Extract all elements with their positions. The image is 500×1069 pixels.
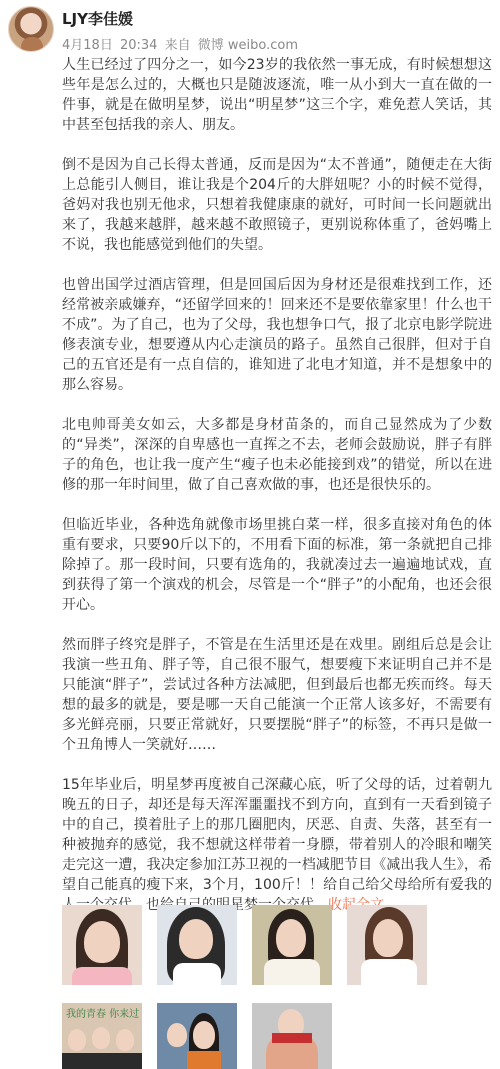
photo-thumb-1[interactable] — [62, 905, 142, 985]
photo-shirt — [72, 967, 132, 985]
post-body — [62, 55, 492, 935]
photo-shirt — [361, 959, 417, 985]
photo-face — [179, 919, 213, 959]
source-prefix: 来自 — [164, 38, 191, 53]
photo-clothes — [272, 1033, 312, 1043]
photo-face — [167, 1023, 187, 1047]
photo-face — [116, 1029, 134, 1051]
post-time: 20:34 — [119, 38, 158, 53]
photo-face — [92, 1027, 110, 1049]
photo-face — [276, 919, 306, 957]
photo-thumb-3[interactable] — [252, 905, 332, 985]
paragraph: 北电帅哥美女如云，大多都是身材苗条的，而自己显然成为了少数的“异类”，深深的自卑感也一直挥之不去，老师会鼓励说，胖子有胖子的角色，也让我一度产生“瘦子也未必能接到戏”的错觉，所以在进修的那一年时间里，做了自己喜欢做的事，也还是很快乐的。 — [62, 417, 492, 493]
photo-thumb-2[interactable] — [157, 905, 237, 985]
photo-face — [193, 1021, 215, 1049]
paragraph-text: 15年毕业后，明星梦再度被自己深藏心底，听了父母的话，过着朝九晚五的日子，却还是每天浑浑噩噩找不到方向，直到有一天看到镜子中的自己，摸着肚子上的那几圈肥肉，厌恶、自责、失落，甚至有一种被抛弃的感觉，我不想就这样带着一身膘，带着别人的冷眼和嘲笑走完这一遭，我决定参加江苏卫视的一档减肥节目《减出我人生》，希望自己能真的瘦下来，3个月，100斤！！给自己给父母给所有爱我的 也 星梦一 — [62, 777, 492, 913]
photo-face — [373, 919, 403, 957]
photo-caption: 我的青春 你来过 — [66, 1009, 140, 1020]
paragraph: 也曾出国学过酒店管理，但是回国后因为身材还是很难找到工作，还经常被亲戚嫌弃，“还留学回来的！回来还不是要依靠家里！什么也干不成”。为了自己，也为了父母，我也想争口气，报了北京电影学院进修表演专业，想要遵从内心走演员的路子。虽然自己很胖，但对于自己的五官还是有一点自信的，谁知进了北电才知道，并不是想象中的那么容易。 — [62, 277, 492, 393]
photo-face — [68, 1029, 86, 1051]
username[interactable]: LJY李佳媛 — [62, 10, 134, 28]
photo-shirt — [173, 963, 221, 985]
photo-thumb-6[interactable] — [62, 1003, 142, 1069]
paragraph: 然而胖子终究是胖子，不管是在生活里还是在戏里。剧组后总是会让我演一些丑角、胖子等，自己很不服气，想要瘦下来证明自己并不是只能演“胖子”，尝试过各种方法减肥，但到最后也都无疾而终。每天想的最多的就是，要是哪一天自己能演一个正常人该多好，不需要有多光鲜亮丽，只要正常就好，只要摆脱“胖子”的标签，不再只是做一个丑角博人一笑就好…… — [62, 637, 492, 753]
post-meta — [62, 34, 301, 53]
avatar[interactable] — [8, 6, 54, 52]
photo-shirt — [264, 959, 320, 985]
post-date: 4月18日 — [62, 38, 113, 53]
post-header — [0, 0, 500, 60]
post-source[interactable]: 微博 weibo.com — [197, 38, 298, 53]
paragraph: 倒不是因为自己长得太普通，反而是因为“太不普通”，随便走在大街上总能引人侧目，谁让我是个204斤的大胖妞呢？小的时候不觉得，爸妈对我也别无他求，只想着我健康康的就好，可时间一长问题就出来了，我越来越胖，越来越不敢照镜子，更别说称体重了，爸妈嘴上不说，我也能感觉到他们的失望。 — [62, 157, 492, 253]
photo-clothes — [187, 1051, 221, 1069]
paragraph: 人生已经过了四分之一，如今23岁的我依然一事无成，有时候想想这些年是怎么过的，大概也只是随波逐流，唯一从小到大一直在做的一件事，就是在做明星梦，说出“明星梦”这三个字，难免惹人笑话，其中甚至包括我的亲人、朋友。 — [62, 57, 492, 133]
photo-thumb-7[interactable] — [157, 1003, 237, 1069]
photo-thumb-5[interactable] — [347, 905, 427, 985]
paragraph-last — [62, 775, 492, 915]
photo-clothes — [62, 1053, 142, 1069]
photo-thumb-8[interactable] — [252, 1003, 332, 1069]
photo-face — [84, 921, 120, 963]
paragraph: 但临近毕业，各种选角就像市场里挑白菜一样，很多直接对角色的体重有要求，只要90斤以下的，不用看下面的标准，第一条就把自己排除掉了。那一段时间，只要有选角的，我就凑过去一遍遍地试戏，直到获得了第一个演戏的机会，尽管是一个“胖子”的小配角，也还会很开心。 — [62, 517, 492, 613]
